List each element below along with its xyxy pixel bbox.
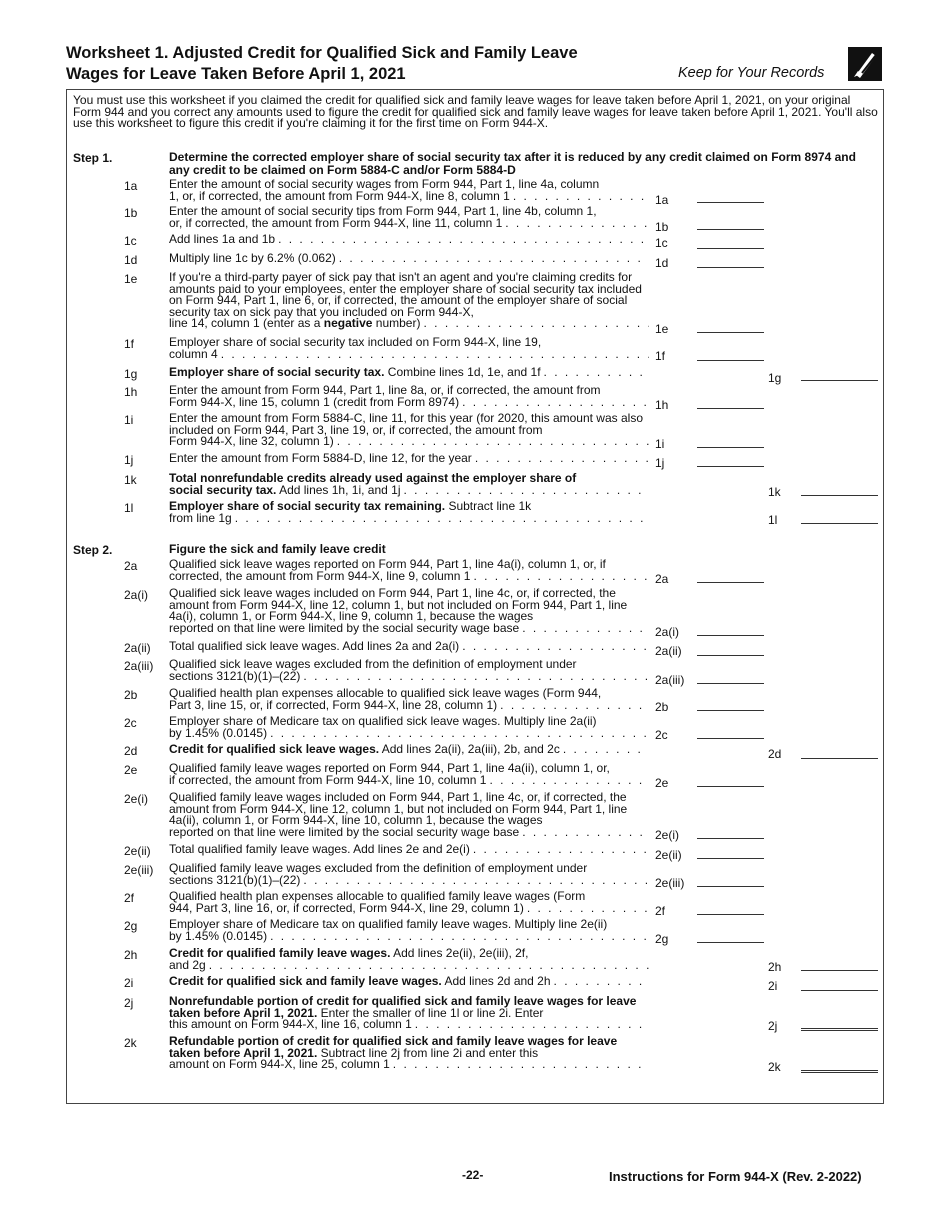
line-ref: 1g: [768, 371, 782, 385]
line-text: Employer share of Medicare tax on qualified family leave wages. Multiply line 2e(ii): [169, 917, 608, 931]
line-number: 2d: [124, 744, 138, 758]
line-ref: 1l: [768, 513, 778, 527]
line-number: 1h: [124, 385, 138, 399]
line-number: 2g: [124, 919, 138, 933]
line-text: Part 3, line 15, or, if corrected, Form 944-X, line 28, column 1): [169, 697, 498, 712]
line-description: [169, 891, 649, 914]
line-text: column 4: [169, 346, 218, 361]
line-description: [169, 744, 649, 756]
line-description: [169, 588, 649, 634]
records-icon: [848, 47, 882, 81]
line-description: [169, 413, 649, 448]
line-description: [169, 716, 649, 739]
line-description: [169, 559, 649, 582]
line-number: 1g: [124, 367, 138, 381]
line-description: [169, 976, 649, 988]
amount-field-1j[interactable]: [697, 466, 764, 467]
line-description: [169, 1036, 649, 1071]
line-description: [169, 234, 649, 246]
line-ref: 2a(i): [655, 625, 680, 639]
line-description: [169, 501, 649, 524]
line-ref: 1d: [655, 256, 669, 270]
line-text-bold: Employer share of social security tax.: [169, 365, 385, 379]
line-number: 1c: [124, 234, 137, 248]
line-number: 2e: [124, 763, 138, 777]
step2-label: Step 2.: [73, 543, 113, 557]
line-description: [169, 453, 649, 465]
amount-field-1c[interactable]: [697, 248, 764, 249]
line-text: Qualified sick leave wages included on Form 944, Part 1, line 4c, or, if corrected, the amount from Form 944-X, line 12, column 1, but not included on Form 944, Part 1, line 4a(i), column 1, or Form 944-X, line 9, column 1, because the wages: [169, 586, 628, 623]
line-description: [169, 919, 649, 942]
line-ref: 2j: [768, 1019, 778, 1033]
line-ref: 2i: [768, 979, 778, 993]
line-ref: 1j: [655, 456, 665, 470]
line-description: [169, 659, 649, 682]
amount-field-2a[interactable]: [697, 582, 764, 583]
line-number: 2j: [124, 996, 134, 1010]
amount-field-2a-i[interactable]: [697, 635, 764, 636]
line-text: Subtract line 1k: [445, 499, 532, 513]
line-text: line 14, column 1 (enter as a: [169, 316, 324, 330]
line-number: 2c: [124, 716, 137, 730]
step1-heading: Determine the corrected employer share of social security tax after it is reduced by any credit claimed on Form 8974 and any credit to be claimed on Form 5884-C and/or Form 5884-D: [169, 150, 856, 177]
amount-field-2e-i[interactable]: [697, 838, 764, 839]
line-text: Qualified health plan expenses allocable to qualified sick leave wages (Form 944,: [169, 686, 602, 700]
line-number: 2e(i): [124, 792, 149, 806]
line-text: If you're a third-party payer of sick pay that isn't an agent and you're claiming credits for amounts paid to your employees, enter the employer share of social security tax included on Form 944, Part 1, line 6, or, if corrected, the amount of the employer share of social security tax on sick pay that you included on Form 944-X,: [169, 270, 642, 319]
line-text-bold: Total nonrefundable credits already used against the employer share of: [169, 471, 577, 485]
line-ref: 2b: [655, 700, 669, 714]
line-text-bold: Refundable portion of credit for qualified sick and family leave wages for leave taken before April 1, 2021.: [169, 1034, 618, 1060]
line-ref: 1k: [768, 485, 781, 499]
amount-field-2a-ii[interactable]: [697, 655, 764, 656]
line-text: Total qualified sick leave wages. Add lines 2a and 2a(i): [169, 639, 460, 653]
line-text: reported on that line were limited by the social security wage base: [169, 824, 520, 839]
line-ref: 2k: [768, 1060, 781, 1074]
line-description: [169, 272, 649, 330]
line-number: 1k: [124, 473, 137, 487]
amount-field-2a-iii[interactable]: [697, 683, 764, 684]
line-number: 1l: [124, 501, 134, 515]
line-ref: 2a: [655, 572, 669, 586]
line-text: Qualified sick leave wages reported on Form 944, Part 1, line 4a(i), column 1, or, if: [169, 557, 606, 571]
amount-field-1b[interactable]: [697, 229, 764, 230]
line-description: [169, 844, 649, 856]
line-ref: 2f: [655, 904, 666, 918]
line-ref: 2e: [655, 776, 669, 790]
line-text: sections 3121(b)(1)–(22): [169, 872, 301, 887]
line-text-bold: Credit for qualified family leave wages.: [169, 946, 391, 960]
line-text: and 2g: [169, 957, 206, 972]
line-text: Enter the smaller of line 1l or line 2i. Enter: [317, 1005, 544, 1020]
amount-field-1a[interactable]: [697, 202, 764, 203]
line-number: 2k: [124, 1036, 137, 1050]
worksheet-title-line2: Wages for Leave Taken Before April 1, 2021: [66, 65, 406, 83]
line-text-bold: Employer share of social security tax remaining.: [169, 499, 446, 513]
line-ref: 2e(iii): [655, 876, 685, 890]
line-text: sections 3121(b)(1)–(22): [169, 668, 301, 683]
line-ref: 2a(iii): [655, 673, 685, 687]
line-number: 2a(iii): [124, 659, 154, 673]
line-text: Employer share of Medicare tax on qualified sick leave wages. Multiply line 2a(ii): [169, 714, 597, 728]
line-number: 2e(ii): [124, 844, 151, 858]
amount-field-1g[interactable]: [801, 380, 878, 381]
line-number: 2f: [124, 891, 135, 905]
keep-records-note: Keep for Your Records: [678, 65, 825, 81]
amount-field-2i[interactable]: [801, 990, 878, 991]
line-text: 1, or, if corrected, the amount from Form 944-X, line 8, column 1: [169, 188, 510, 203]
amount-field-2d[interactable]: [801, 758, 878, 759]
line-number: 1a: [124, 179, 138, 193]
line-text: Subtract line 2j from line 2i and enter this: [317, 1045, 539, 1060]
amount-field-1k[interactable]: [801, 495, 878, 496]
line-ref: 2g: [655, 932, 669, 946]
step1-label: Step 1.: [73, 151, 113, 165]
line-text-bold: Credit for qualified sick and family leave wages.: [169, 974, 442, 988]
line-description: [169, 385, 649, 408]
line-text: Form 944-X, line 32, column 1): [169, 434, 334, 448]
line-number: 2a: [124, 559, 138, 573]
line-text: amount on Form 944-X, line 25, column 1: [169, 1057, 390, 1071]
amount-field-2e-iii[interactable]: [697, 886, 764, 887]
line-ref: 1h: [655, 398, 669, 412]
line-ref: 1f: [655, 349, 666, 363]
line-ref: 2e(i): [655, 828, 680, 842]
line-text: Qualified family leave wages excluded from the definition of employment under: [169, 861, 588, 875]
line-text: if corrected, the amount from Form 944-X, line 10, column 1: [169, 772, 487, 787]
amount-field-2e[interactable]: [697, 786, 764, 787]
line-description: [169, 206, 649, 229]
line-ref: 1i: [655, 437, 665, 451]
line-ref: 1e: [655, 322, 669, 336]
line-text-bold: Credit for qualified sick leave wages.: [169, 742, 380, 756]
line-description: [169, 367, 649, 379]
intro-paragraph: You must use this worksheet if you claimed the credit for qualified sick and family leave wages for leave taken before April 1, 2021, on your original Form 944 and you correct any amounts used to figure the credit for qualified sick and family leave wages for leave taken before April 1, 2021. You'll also use this worksheet to figure this credit if you're claiming it for the first time on Form 944-X.: [73, 93, 878, 130]
line-number: 2h: [124, 948, 138, 962]
line-description: [169, 688, 649, 711]
amount-field-2c[interactable]: [697, 738, 764, 739]
line-text: Enter the amount from Form 5884-C, line 11, for this year (for 2020, this amount was also included on Form 944, Part 3, line 19, or, if corrected, the amount from: [169, 411, 643, 437]
amount-field-2e-ii[interactable]: [697, 858, 764, 859]
line-text: corrected, the amount from Form 944-X, line 9, column 1: [169, 568, 471, 583]
line-number: 2i: [124, 976, 134, 990]
amount-field-1e[interactable]: [697, 332, 764, 333]
line-number: 2b: [124, 688, 138, 702]
amount-field-2f[interactable]: [697, 914, 764, 915]
line-text: Add lines 1h, 1i, and 1j: [276, 482, 401, 497]
step2-heading: Figure the sick and family leave credit: [169, 542, 386, 556]
line-text-bold: negative: [323, 316, 373, 330]
line-text: Multiply line 1c by 6.2% (0.062): [169, 251, 336, 265]
line-description: [169, 948, 649, 971]
amount-field-1i[interactable]: [697, 447, 764, 448]
line-text: number): [372, 316, 421, 330]
line-text: Employer share of social security tax included on Form 944-X, line 19,: [169, 335, 542, 349]
line-number: 2a(i): [124, 588, 149, 602]
amount-field-1d[interactable]: [697, 267, 764, 268]
line-description: [169, 863, 649, 886]
line-text: Add lines 1a and 1b: [169, 232, 276, 246]
line-text: Total qualified family leave wages. Add lines 2e and 2e(i): [169, 842, 470, 856]
line-number: 2e(iii): [124, 863, 154, 877]
line-ref: 1a: [655, 193, 669, 207]
line-ref: 1b: [655, 220, 669, 234]
line-text: Form 944-X, line 15, column 1 (credit from Form 8974): [169, 394, 460, 409]
line-text: Combine lines 1d, 1e, and 1f: [384, 365, 541, 379]
amount-field-1l[interactable]: [801, 523, 878, 524]
amount-field-1f[interactable]: [697, 360, 764, 361]
line-text: Qualified family leave wages included on Form 944, Part 1, line 4c, or, if corrected, the amount from Form 944-X, line 12, column 1, but not included on Form 944, Part 1, line 4a(ii), column 1, or Form 944-X, line 10, column 1, because the wages: [169, 790, 628, 827]
page-number: -22-: [462, 1168, 484, 1182]
line-text: Enter the amount of social security wages from Form 944, Part 1, line 4a, column: [169, 177, 600, 191]
line-number: 1j: [124, 453, 134, 467]
line-description: [169, 792, 649, 838]
line-text: 944, Part 3, line 16, or, if corrected, Form 944-X, line 29, column 1): [169, 900, 524, 915]
line-text: reported on that line were limited by the social security wage base: [169, 620, 520, 635]
line-text: Add lines 2d and 2h: [441, 974, 551, 988]
line-number: 1f: [124, 337, 135, 351]
amount-field-2k[interactable]: [801, 1070, 878, 1073]
line-text: from line 1g: [169, 510, 232, 525]
line-description: [169, 996, 649, 1031]
line-text-bold: Nonrefundable portion of credit for qualified sick and family leave wages for leave taken before April 1, 2021.: [169, 994, 637, 1020]
line-number: 1d: [124, 253, 138, 267]
line-text: by 1.45% (0.0145): [169, 725, 268, 740]
line-text: by 1.45% (0.0145): [169, 928, 268, 943]
line-text: Qualified family leave wages reported on Form 944, Part 1, line 4a(ii), column 1, or,: [169, 761, 610, 775]
line-ref: 2c: [655, 728, 668, 742]
line-description: [169, 253, 649, 265]
line-number: 2a(ii): [124, 641, 151, 655]
line-text: this amount on Form 944-X, line 16, column 1: [169, 1017, 412, 1031]
amount-field-2b[interactable]: [697, 710, 764, 711]
amount-field-2g[interactable]: [697, 942, 764, 943]
line-number: 1i: [124, 413, 134, 427]
line-text: or, if corrected, the amount from Form 944-X, line 11, column 1: [169, 215, 503, 230]
line-ref: 2d: [768, 747, 782, 761]
line-ref: 2a(ii): [655, 644, 682, 658]
worksheet-title-line1: Worksheet 1. Adjusted Credit for Qualified Sick and Family Leave: [66, 44, 578, 62]
line-number: 1b: [124, 206, 138, 220]
line-text: Enter the amount of social security tips from Form 944, Part 1, line 4b, column 1,: [169, 204, 597, 218]
footer-form-title: Instructions for Form 944-X (Rev. 2-2022): [609, 1169, 862, 1184]
line-ref: 2h: [768, 960, 782, 974]
amount-field-2h[interactable]: [801, 970, 878, 971]
line-text: Enter the amount from Form 5884-D, line 12, for the year: [169, 451, 472, 465]
amount-field-2j[interactable]: [801, 1028, 878, 1031]
line-ref: 1c: [655, 236, 668, 250]
line-number: 1e: [124, 272, 138, 286]
line-text: Enter the amount from Form 944, Part 1, line 8a, or, if corrected, the amount from: [169, 383, 601, 397]
line-description: [169, 641, 649, 653]
line-text-bold: social security tax.: [169, 482, 277, 497]
amount-field-1h[interactable]: [697, 408, 764, 409]
line-ref: 2e(ii): [655, 848, 682, 862]
line-description: [169, 473, 649, 496]
line-text: Add lines 2a(ii), 2a(iii), 2b, and 2c: [379, 742, 560, 756]
line-description: [169, 337, 649, 360]
line-description: [169, 179, 649, 202]
line-text: Qualified health plan expenses allocable to qualified family leave wages (Form: [169, 889, 586, 903]
line-description: [169, 763, 649, 786]
line-text: Qualified sick leave wages excluded from the definition of employment under: [169, 657, 577, 671]
line-text: Add lines 2e(ii), 2e(iii), 2f,: [390, 946, 529, 960]
